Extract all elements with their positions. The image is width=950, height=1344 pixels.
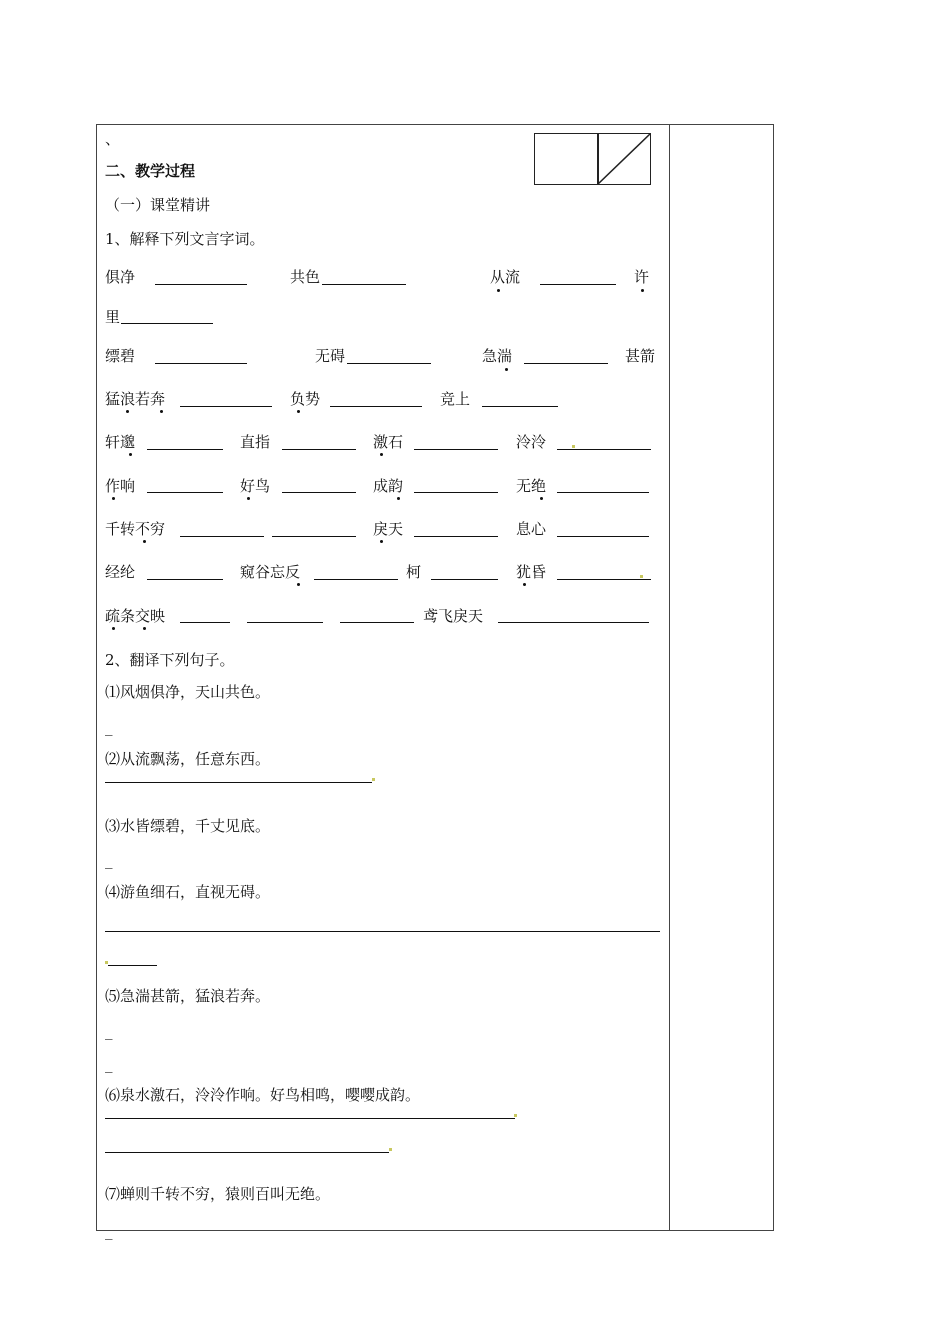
- emphasis-dot: [160, 410, 163, 413]
- answer-line[interactable]: [105, 782, 372, 783]
- blank-dash: _: [105, 1055, 113, 1073]
- answer-blank[interactable]: [180, 536, 264, 537]
- diagonal-slash-icon: [597, 133, 651, 185]
- vocab-term: 息心: [516, 520, 547, 538]
- vocab-term: 窥谷忘反: [240, 563, 301, 581]
- vocab-term: 柯: [406, 563, 422, 581]
- vocab-term: 经纶: [105, 563, 136, 581]
- answer-blank[interactable]: [330, 406, 422, 407]
- answer-blank[interactable]: [180, 622, 230, 623]
- column-divider: [669, 124, 670, 1231]
- answer-blank[interactable]: [155, 363, 247, 364]
- emphasis-dot: [497, 289, 500, 292]
- answer-line[interactable]: [105, 931, 660, 932]
- answer-blank[interactable]: [147, 579, 223, 580]
- vocab-term: 许: [634, 268, 650, 286]
- emphasis-dot: [297, 583, 300, 586]
- answer-blank[interactable]: [282, 449, 356, 450]
- answer-blank[interactable]: [147, 492, 223, 493]
- page-frame: [96, 124, 774, 1231]
- sentence: ⑹泉水激石，泠泠作响。好鸟相鸣，嘤嘤成韵。: [105, 1086, 421, 1104]
- blank-dash: _: [105, 1022, 113, 1040]
- vocab-term: 里: [105, 308, 121, 326]
- vocab-term: 无碍: [315, 347, 346, 365]
- emphasis-dot: [505, 368, 508, 371]
- top-mark: 、: [105, 130, 121, 148]
- emphasis-dot: [397, 497, 400, 500]
- vocab-term: 缥碧: [105, 347, 136, 365]
- answer-blank[interactable]: [540, 284, 616, 285]
- score-box-right: [597, 133, 651, 185]
- emphasis-dot: [380, 540, 383, 543]
- answer-blank[interactable]: [322, 284, 406, 285]
- answer-blank[interactable]: [482, 406, 558, 407]
- answer-blank[interactable]: [180, 406, 272, 407]
- answer-blank[interactable]: [557, 536, 649, 537]
- emphasis-dot: [126, 410, 129, 413]
- sentence: ⑶水皆缥碧，千丈见底。: [105, 817, 271, 835]
- answer-line[interactable]: [105, 1152, 389, 1153]
- answer-blank[interactable]: [414, 492, 498, 493]
- answer-blank[interactable]: [272, 536, 356, 537]
- scan-mark: [389, 1148, 392, 1151]
- answer-blank[interactable]: [557, 449, 651, 450]
- vocab-term: 成韵: [373, 477, 404, 495]
- blank-dash: _: [105, 718, 113, 736]
- vocab-term: 好鸟: [240, 477, 271, 495]
- vocab-term: 负势: [290, 390, 321, 408]
- vocab-term: 无绝: [516, 477, 547, 495]
- emphasis-dot: [380, 453, 383, 456]
- vocab-term: 直指: [240, 433, 271, 451]
- vocab-term: 鸢飞戾天: [423, 607, 484, 625]
- vocab-term: 从流: [490, 268, 521, 286]
- vocab-term: 千转不穷: [105, 520, 166, 538]
- vocab-term: 戾天: [373, 520, 404, 538]
- emphasis-dot: [143, 627, 146, 630]
- answer-blank[interactable]: [147, 449, 223, 450]
- blank-dash: _: [105, 851, 113, 869]
- scan-mark: [572, 445, 575, 448]
- answer-blank[interactable]: [524, 363, 608, 364]
- scan-mark: [514, 1114, 517, 1117]
- emphasis-dot: [523, 583, 526, 586]
- answer-blank[interactable]: [557, 579, 651, 580]
- emphasis-dot: [247, 497, 250, 500]
- answer-blank[interactable]: [557, 492, 649, 493]
- vocab-term: 泠泠: [516, 433, 547, 451]
- answer-blank[interactable]: [340, 622, 414, 623]
- vocab-term: 俱净: [105, 268, 136, 286]
- answer-blank[interactable]: [414, 536, 498, 537]
- vocab-term: 甚箭: [625, 347, 656, 365]
- answer-blank[interactable]: [347, 363, 431, 364]
- scan-mark: [105, 961, 108, 964]
- question-2-title: 2、翻译下列句子。: [105, 651, 235, 669]
- emphasis-dot: [641, 289, 644, 292]
- answer-line[interactable]: [105, 1118, 515, 1119]
- vocab-term: 竞上: [440, 390, 471, 408]
- answer-blank[interactable]: [282, 492, 356, 493]
- vocab-term: 猛浪若奔: [105, 390, 166, 408]
- vocab-term: 共色: [290, 268, 321, 286]
- sentence: ⑷游鱼细石，直视无碍。: [105, 883, 271, 901]
- answer-blank[interactable]: [431, 579, 498, 580]
- answer-blank[interactable]: [498, 622, 649, 623]
- emphasis-dot: [112, 497, 115, 500]
- question-1-title: 1、解释下列文言字词。: [105, 230, 265, 248]
- scan-mark: [372, 778, 375, 781]
- vocab-term: 轩邈: [105, 433, 136, 451]
- emphasis-dot: [297, 410, 300, 413]
- answer-line[interactable]: [108, 965, 157, 966]
- score-box-left: [534, 133, 599, 185]
- sentence: ⑸急湍甚箭，猛浪若奔。: [105, 987, 271, 1005]
- answer-blank[interactable]: [414, 449, 498, 450]
- sentence: ⑴风烟俱净，天山共色。: [105, 683, 271, 701]
- blank-dash: _: [105, 1222, 113, 1240]
- scan-mark: [640, 575, 643, 578]
- answer-blank[interactable]: [155, 284, 247, 285]
- vocab-term: 激石: [373, 433, 404, 451]
- sentence: ⑺蝉则千转不穷，猿则百叫无绝。: [105, 1185, 331, 1203]
- emphasis-dot: [129, 453, 132, 456]
- emphasis-dot: [540, 497, 543, 500]
- section-title: 二、教学过程: [105, 162, 196, 180]
- answer-blank[interactable]: [247, 622, 323, 623]
- vocab-term: 疏条交映: [105, 607, 166, 625]
- vocab-term: 急湍: [482, 347, 513, 365]
- emphasis-dot: [112, 627, 115, 630]
- vocab-term: 作响: [105, 477, 136, 495]
- vocab-term: 犹昏: [516, 563, 547, 581]
- answer-blank[interactable]: [121, 323, 213, 324]
- answer-blank[interactable]: [314, 579, 398, 580]
- subsection-title: （一）课堂精讲: [105, 196, 211, 214]
- sentence: ⑵从流飘荡，任意东西。: [105, 750, 271, 768]
- emphasis-dot: [143, 540, 146, 543]
